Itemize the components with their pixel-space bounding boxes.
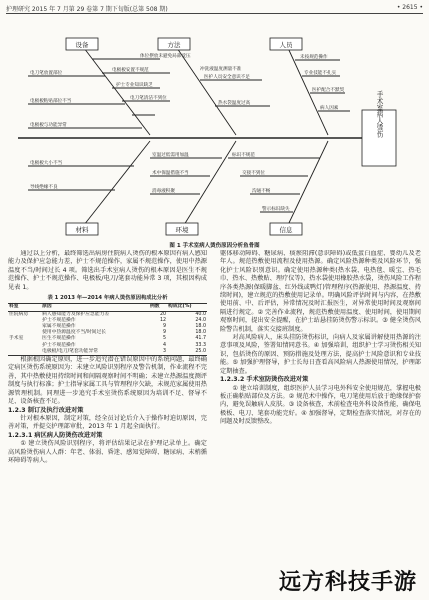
cause-mt1: 电极板大小不当 (30, 161, 63, 166)
cause-s2: 专业技能不扎实 (304, 71, 337, 76)
section-heading: 1.2.3 制订及执行改进对策 (8, 406, 84, 414)
cause-en3: 消毒液积聚 (152, 189, 175, 194)
table-cell: 4 (162, 342, 167, 348)
cause-m2: 冲洗液温度测量不准 (200, 67, 242, 72)
paragraph: 对高风险病人，床头挂防烫伤标识，向病人及家属讲解使用热源的注意事项及风险，签署知情同意书。④ 加强培训，组织护士学习烫伤相关知识，包括烫伤的原因、预防措施及处理方法，提高护士风险意识和专业技能。⑤ 加强护理督导，护士长每日查看高风险病人热源使用情况，护理部定期抽查。 (220, 334, 421, 375)
table-cell: 25.0 (195, 348, 206, 354)
cause-i3: 沟通不畅 (252, 189, 271, 194)
cause-i4: 警示标识缺失 (262, 207, 290, 212)
box-head: 手术室病人烫伤 (375, 90, 383, 138)
cause-m1: 体位摆放未避免局部受压 (140, 54, 191, 59)
paragraph: 针对根本原因，制定对策，经全员讨论后介入于操作时迫切原因，完善对策，并提交护理部审批，2013 年 1 月起全面执行。 (8, 414, 207, 431)
table-cell: 33.3 (195, 342, 206, 348)
table-cell: 手术室 (9, 336, 24, 342)
cause-m5: 电刀笔清洁不到位 (130, 96, 167, 101)
table-cell: 病人感知能力及保护应急能力差 (42, 311, 110, 317)
table-cell: 9 (162, 330, 167, 336)
cause-en1: 室温过低需用加温 (152, 153, 189, 158)
fishbone-diagram (0, 18, 429, 240)
table-cell: 护士不规范操作 (42, 317, 76, 323)
cause-s5: 医护人员安全意识不足 (204, 75, 250, 80)
table-cell (8, 349, 41, 356)
watermark-logo: 远方科技手游 (275, 565, 421, 596)
left-column (8, 250, 207, 598)
table-cell: 20 (159, 311, 167, 317)
box-material: 材料 (75, 226, 89, 234)
table-header-cell: 科室 (9, 304, 19, 310)
paragraph: ① 建立烫伤风险识别程序，将评估结果记录在护理记录单上。确定高风险烫伤病人人群：年老、体弱、昏迷、感知觉障碍、糖尿病、末梢循环障碍等病人。 (8, 440, 207, 464)
box-method: 方法 (167, 41, 181, 49)
box-information: 信息 (279, 226, 293, 234)
table-cell: 护士不规范操作 (42, 342, 76, 348)
paragraph: 躯体移动障碍、糖尿病、痰瘀阻滞(意识障碍)或低蛋白血症、婴幼儿及老年人。规范热敷使用流程及使用热源。确定风险热源种类及风险环节，强化护士风险识别意识。确定使用热源种类(热水袋、电热毯、暖宝、热毛巾、热水、热敷贴、理疗仪等)，热水袋使用橡胶热水袋，烫伤风险工作程序各类热源(保暖脚盆、红外线或鸭灯)管理程序(热源使用、热源温度、持续时间)，建立规范的热敷使用记录单。明确风险评估时间与内容，在热敷使用前、中、后评估，异常情况及时汇报医生，对异常使用时间及观察间隔进行规定。② 完善作业流程，规范热敷使用温度、使用时间，使用期间观察时间，提出安全提醒，在护士站悬挂防烫伤警示标识。③ 健全烫伤风险警告机制，落实交接班制度。 (220, 250, 421, 333)
cause-s6: 热水袋温度过高 (218, 101, 251, 106)
header-journal: 护理研究 2015 年 7 月第 29 卷第 7 期下旬版(总第 508 期) (6, 6, 168, 13)
table-header-cell: 原因 (42, 304, 52, 310)
cause-i2: 交接不到位 (242, 171, 265, 176)
table-cell: 41.7 (195, 336, 206, 342)
table-row (8, 349, 207, 356)
table-cell: 家属不规范操作 (42, 324, 76, 330)
page-header (6, 4, 423, 16)
table-cell: 12 (159, 317, 167, 323)
table-cell: 电极板/电刀/笔套功能异常 (42, 348, 99, 354)
cause-s1: 未按规范操作 (300, 55, 328, 60)
paragraph: 根据根因确定原则，进一步追究潜在错误原因中的系统问题，最终确定病区烫伤系统原因为：未建立风险识别程序及警告机制，作业流程不完善，其中热敷使用持续时间和间隔观察时间不明确；未建立热源温度测评制度与执行标准；护士指导家属工具与管理程序欠缺，未规范家属使用热源管理机制。同理进一步追究手术室烫伤系统原因为培训不足、督导不足、设备核查不足。 (8, 356, 207, 406)
cause-m3: 电极板安置不规范 (112, 68, 149, 73)
table-cell: 使用中热源温度不当/时间过长 (42, 330, 107, 336)
table-cell: 住院病房 (9, 311, 29, 317)
table-cell: 5 (162, 336, 167, 342)
cause-m4: 护士专业知识缺乏 (116, 83, 153, 88)
table-caption: 表 1 2013 年—2014 年病人烫伤原因构成比分析 (47, 295, 168, 302)
box-equipment: 设备 (75, 41, 89, 49)
table-header-cell: 构成比(%) (168, 304, 192, 310)
cause-s3: 医护配合不默契 (312, 88, 345, 93)
cause-table (8, 303, 207, 356)
table-header-cell: 例数 (149, 304, 160, 310)
cause-i1: 标识不规范 (232, 153, 255, 158)
cause-e1: 电刀笔放置部位 (30, 71, 63, 76)
cause-e3: 电极板与功能异常 (30, 123, 67, 128)
box-staff: 人员 (279, 41, 293, 49)
figure-caption: 图 1 手术室病人烫伤原因分析鱼骨图 (169, 243, 260, 249)
table-cell: 18.0 (195, 324, 206, 330)
cause-en2: 术中保温措施不当 (152, 171, 189, 176)
table-cell: 9 (162, 324, 167, 330)
cause-e2: 电极板粘贴部位不当 (30, 99, 72, 104)
table-cell: 40.0 (195, 311, 206, 317)
box-environment: 环境 (175, 226, 189, 234)
table-cell: 18.0 (195, 330, 206, 336)
right-column (220, 250, 421, 598)
section-heading: 1.2.3.2 手术室防烫伤改进对策 (220, 376, 309, 384)
cause-s4: 病人因素 (320, 106, 339, 111)
paragraph: ① 建立培训制度，组织医护人员学习电外科安全使用规范，掌握电极板正确粘贴部位及方法。② 规范术中操作，电刀笔使用后放于绝缘保护套内，避免误触病人皮肤。③ 设备核查，术前检查电外科设备性能，确保电极板、电刀、笔套功能完好。④ 加强督导，定期检查落实情况，对存在的问题及时反馈整改。 (220, 384, 421, 426)
table-row (8, 311, 207, 318)
section-heading: 1.2.3.1 病区病人防烫伤改进对策 (8, 431, 103, 439)
paragraph: 通过以上分析，最终筛选出病房住院病人烫伤的根本原因有病人感知能力及保护应急能力差，护士不规范操作，家属不规范操作，使用中热源温度不当/时间过长 4 项。筛选出手术室病人烫伤的根本原因是医生不规范操作、护士不规范操作、电极板/电刀/笔套功能异常 3 项，其根因构成见表 1。 (8, 250, 207, 291)
table-cell: 24.0 (195, 317, 206, 323)
table-header-row (8, 304, 207, 311)
category-labels (76, 40, 294, 234)
header-page-number: • 2615 • (396, 4, 423, 11)
table-cell: 3 (162, 348, 167, 354)
cause-mt2: 导线绝缘不良 (30, 185, 58, 190)
header-rule (6, 13, 423, 14)
table-cell: 医生不规范操作 (42, 336, 76, 342)
